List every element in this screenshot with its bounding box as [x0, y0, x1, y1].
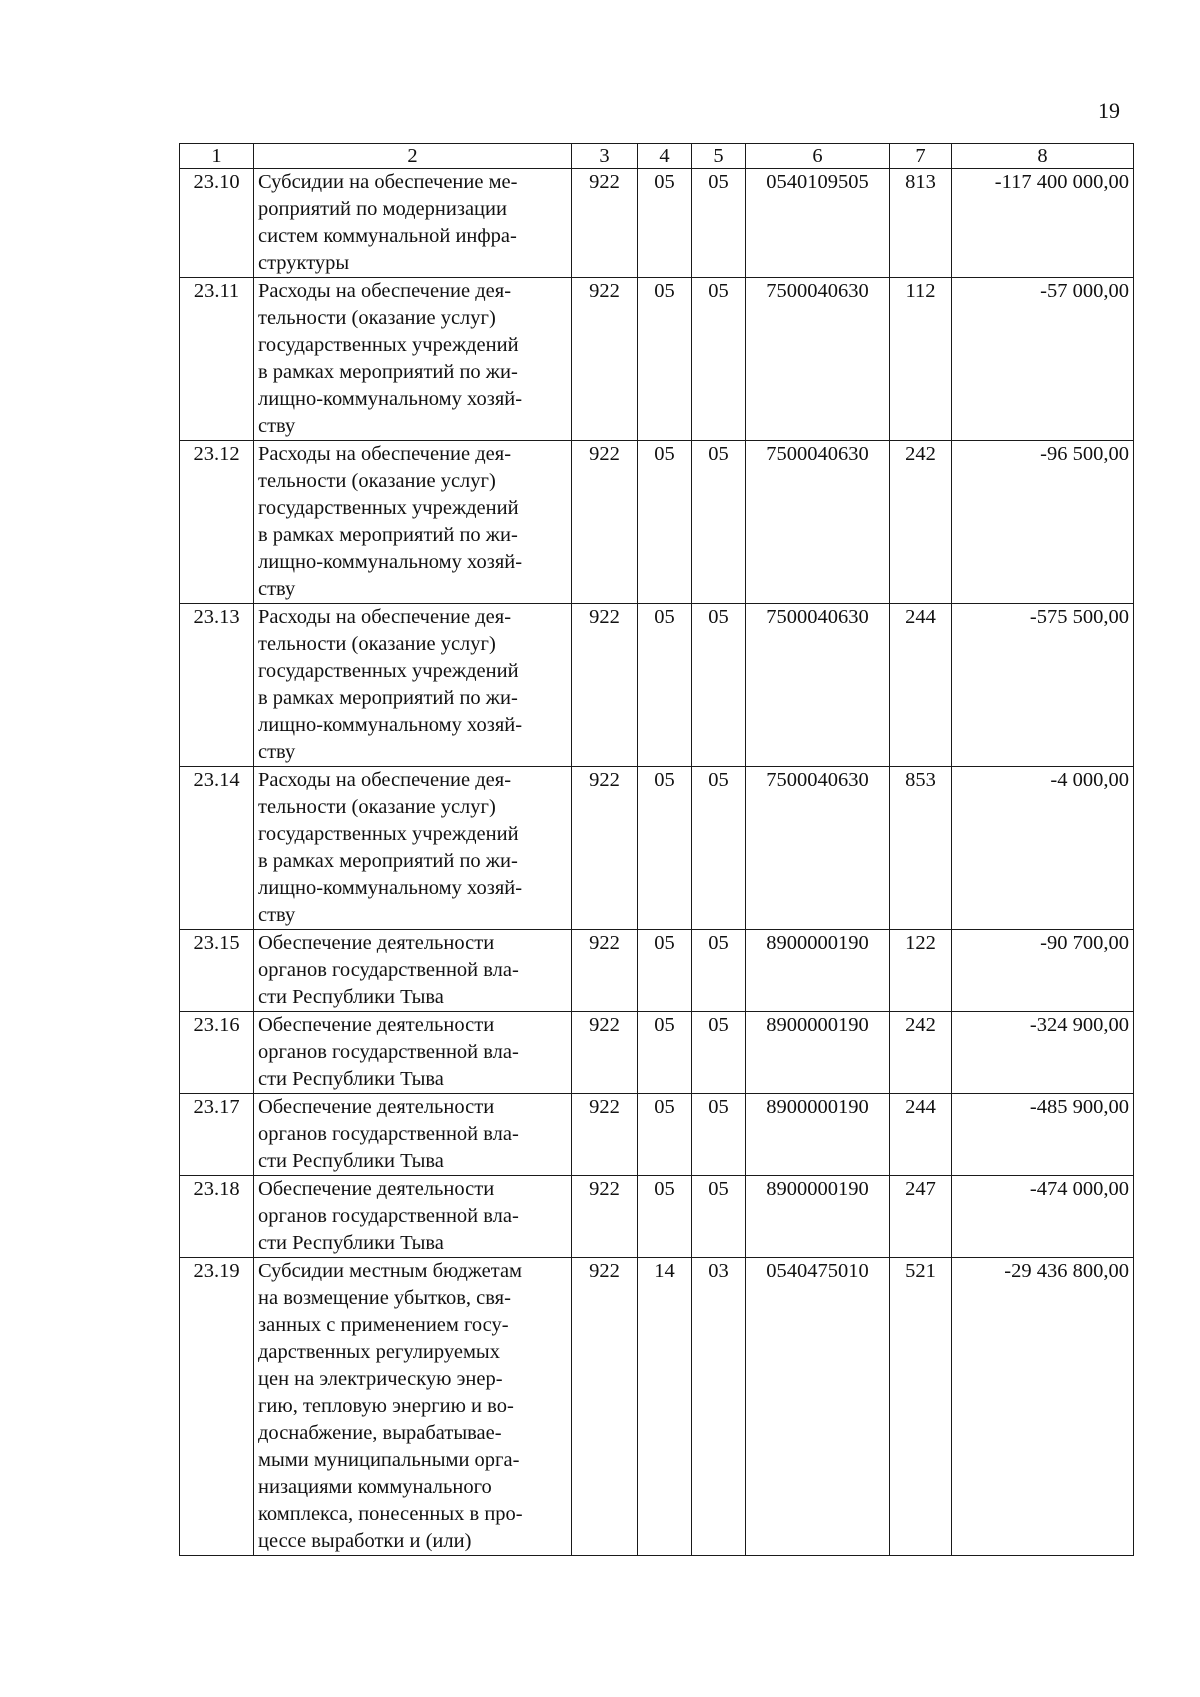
row-name-line: Субсидии на обеспечение ме- [258, 171, 518, 193]
row-name-line: гию, тепловую энергию и во- [258, 1395, 514, 1417]
row-name [254, 930, 572, 1012]
table-row [180, 1258, 1134, 1556]
row-col3: 922 [572, 1258, 638, 1556]
row-col5: 05 [692, 1176, 746, 1258]
row-name-line: лищно-коммунальному хозяй- [258, 714, 523, 736]
row-name-line: в рамках мероприятий по жи- [258, 850, 518, 872]
row-name-line: органов государственной вла- [258, 1123, 519, 1145]
row-name-line: лищно-коммунальному хозяй- [258, 551, 523, 573]
row-col7: 244 [890, 1094, 952, 1176]
row-col5: 03 [692, 1258, 746, 1556]
row-col7: 853 [890, 767, 952, 930]
row-col4: 05 [638, 604, 692, 767]
row-name-line: дарственных регулируемых [258, 1341, 500, 1363]
row-number: 23.17 [180, 1094, 254, 1176]
header-cell-6: 6 [746, 144, 890, 169]
row-col4: 05 [638, 278, 692, 441]
row-amount: -485 900,00 [952, 1094, 1134, 1176]
row-col4: 05 [638, 930, 692, 1012]
row-number: 23.19 [180, 1258, 254, 1556]
row-name-line: Субсидии местным бюджетам [258, 1260, 523, 1282]
row-number: 23.11 [180, 278, 254, 441]
row-col3: 922 [572, 604, 638, 767]
row-col6: 7500040630 [746, 278, 890, 441]
row-name-line: государственных учреждений [258, 660, 519, 682]
row-col6: 8900000190 [746, 930, 890, 1012]
row-name-line: цен на электрическую энер- [258, 1368, 503, 1390]
row-col7: 122 [890, 930, 952, 1012]
row-col5: 05 [692, 278, 746, 441]
row-name-line: ству [258, 904, 296, 926]
row-col5: 05 [692, 930, 746, 1012]
table-row [180, 1094, 1134, 1176]
row-amount: -474 000,00 [952, 1176, 1134, 1258]
row-name-line: занных с применением госу- [258, 1314, 509, 1336]
header-cell-8: 8 [952, 144, 1134, 169]
row-name-line: государственных учреждений [258, 334, 519, 356]
row-name-line: Расходы на обеспечение дея- [258, 443, 512, 465]
row-col4: 05 [638, 441, 692, 604]
row-name-line: низациями коммунального [258, 1476, 492, 1498]
row-amount: -29 436 800,00 [952, 1258, 1134, 1556]
row-number: 23.10 [180, 169, 254, 278]
row-col5: 05 [692, 169, 746, 278]
table-row [180, 169, 1134, 278]
table-row [180, 930, 1134, 1012]
table-row [180, 1176, 1134, 1258]
row-name [254, 1176, 572, 1258]
row-name-line: Обеспечение деятельности [258, 1014, 495, 1036]
row-number: 23.14 [180, 767, 254, 930]
row-amount: -117 400 000,00 [952, 169, 1134, 278]
row-name [254, 1012, 572, 1094]
table-row [180, 604, 1134, 767]
row-name-line: Обеспечение деятельности [258, 932, 495, 954]
row-amount: -4 000,00 [952, 767, 1134, 930]
row-name-line: Обеспечение деятельности [258, 1096, 495, 1118]
header-cell-5: 5 [692, 144, 746, 169]
row-name-line: в рамках мероприятий по жи- [258, 687, 518, 709]
row-col3: 922 [572, 1176, 638, 1258]
row-name-line: мыми муниципальными орга- [258, 1449, 520, 1471]
row-col7: 242 [890, 441, 952, 604]
row-col6: 7500040630 [746, 767, 890, 930]
row-name-line: комплекса, понесенных в про- [258, 1503, 523, 1525]
row-col7: 813 [890, 169, 952, 278]
row-col6: 0540109505 [746, 169, 890, 278]
row-col6: 8900000190 [746, 1094, 890, 1176]
row-amount: -575 500,00 [952, 604, 1134, 767]
row-col3: 922 [572, 278, 638, 441]
row-name-line: структуры [258, 252, 350, 274]
row-col4: 14 [638, 1258, 692, 1556]
row-number: 23.16 [180, 1012, 254, 1094]
row-name-line: органов государственной вла- [258, 1205, 519, 1227]
table-row [180, 278, 1134, 441]
row-col5: 05 [692, 604, 746, 767]
row-name-line: сти Республики Тыва [258, 1068, 444, 1090]
row-amount: -324 900,00 [952, 1012, 1134, 1094]
row-name-line: органов государственной вла- [258, 1041, 519, 1063]
row-name-line: сти Республики Тыва [258, 986, 444, 1008]
row-name-line: тельности (оказание услуг) [258, 307, 496, 329]
row-name-line: сти Республики Тыва [258, 1150, 444, 1172]
page-number: 19 [1098, 98, 1120, 123]
row-col3: 922 [572, 1094, 638, 1176]
row-number: 23.15 [180, 930, 254, 1012]
row-col4: 05 [638, 169, 692, 278]
row-col7: 247 [890, 1176, 952, 1258]
row-col3: 922 [572, 441, 638, 604]
row-number: 23.18 [180, 1176, 254, 1258]
row-name-line: Расходы на обеспечение дея- [258, 280, 512, 302]
row-name-line: лищно-коммунальному хозяй- [258, 877, 523, 899]
row-amount: -96 500,00 [952, 441, 1134, 604]
header-row [180, 144, 1134, 169]
row-col5: 05 [692, 1012, 746, 1094]
row-name [254, 767, 572, 930]
row-col6: 7500040630 [746, 604, 890, 767]
row-name-line: тельности (оказание услуг) [258, 633, 496, 655]
row-name-line: в рамках мероприятий по жи- [258, 524, 518, 546]
row-name-line: ству [258, 578, 296, 600]
row-col4: 05 [638, 767, 692, 930]
row-col5: 05 [692, 767, 746, 930]
row-col6: 7500040630 [746, 441, 890, 604]
row-col7: 242 [890, 1012, 952, 1094]
row-col3: 922 [572, 930, 638, 1012]
row-name [254, 278, 572, 441]
table-body [180, 169, 1134, 1556]
row-col3: 922 [572, 767, 638, 930]
row-name-line: систем коммунальной инфра- [258, 225, 517, 247]
row-name-line: доснабжение, вырабатывае- [258, 1422, 502, 1444]
row-name-line: тельности (оказание услуг) [258, 796, 496, 818]
row-col7: 244 [890, 604, 952, 767]
row-col4: 05 [638, 1094, 692, 1176]
header-cell-7: 7 [890, 144, 952, 169]
row-name-line: Расходы на обеспечение дея- [258, 769, 512, 791]
row-col3: 922 [572, 169, 638, 278]
table-row [180, 441, 1134, 604]
header-cell-1: 1 [180, 144, 254, 169]
header-cell-4: 4 [638, 144, 692, 169]
row-name-line: в рамках мероприятий по жи- [258, 361, 518, 383]
row-number: 23.13 [180, 604, 254, 767]
row-name [254, 1094, 572, 1176]
row-col6: 8900000190 [746, 1012, 890, 1094]
row-name-line: ству [258, 415, 296, 437]
table-header [180, 144, 1134, 169]
row-name-line: государственных учреждений [258, 497, 519, 519]
row-name-line: цессе выработки и (или) [258, 1530, 472, 1552]
row-name-line: Расходы на обеспечение дея- [258, 606, 512, 628]
row-col6: 8900000190 [746, 1176, 890, 1258]
row-name-line: ству [258, 741, 296, 763]
row-name-line: сти Республики Тыва [258, 1232, 444, 1254]
budget-table [179, 143, 1134, 1556]
row-col5: 05 [692, 441, 746, 604]
row-col4: 05 [638, 1176, 692, 1258]
row-name-line: лищно-коммунальному хозяй- [258, 388, 523, 410]
row-name [254, 441, 572, 604]
row-col3: 922 [572, 1012, 638, 1094]
row-amount: -90 700,00 [952, 930, 1134, 1012]
row-col5: 05 [692, 1094, 746, 1176]
row-name-line: роприятий по модернизации [258, 198, 507, 220]
row-name-line: тельности (оказание услуг) [258, 470, 496, 492]
row-col6: 0540475010 [746, 1258, 890, 1556]
row-name-line: государственных учреждений [258, 823, 519, 845]
row-name [254, 604, 572, 767]
row-amount: -57 000,00 [952, 278, 1134, 441]
table-row [180, 767, 1134, 930]
row-col7: 112 [890, 278, 952, 441]
row-name-line: органов государственной вла- [258, 959, 519, 981]
header-cell-3: 3 [572, 144, 638, 169]
row-name-line: Обеспечение деятельности [258, 1178, 495, 1200]
header-cell-2: 2 [254, 144, 572, 169]
row-col7: 521 [890, 1258, 952, 1556]
row-number: 23.12 [180, 441, 254, 604]
row-col4: 05 [638, 1012, 692, 1094]
row-name-line: на возмещение убытков, свя- [258, 1287, 511, 1309]
row-name [254, 169, 572, 278]
table-row [180, 1012, 1134, 1094]
row-name [254, 1258, 572, 1556]
